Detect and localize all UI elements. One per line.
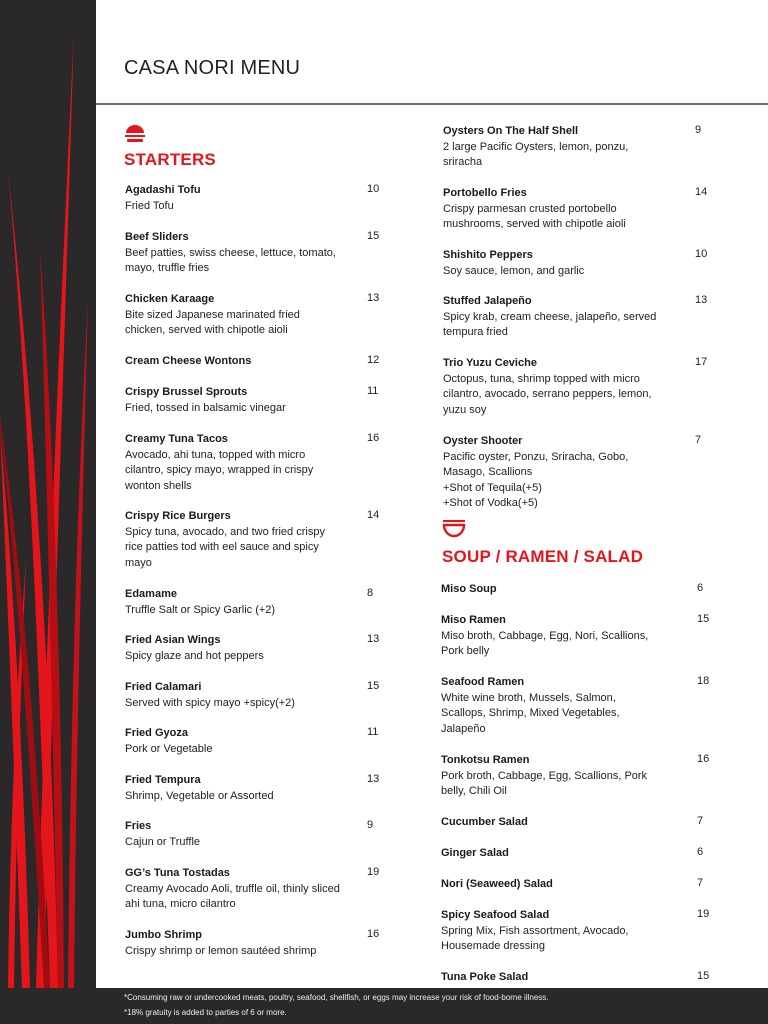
menu-item-name: Crispy Brussel Sprouts (125, 386, 248, 398)
menu-item-name: Beef Sliders (125, 231, 189, 243)
menu-item (441, 908, 703, 955)
footer-note-gratuity: *18% gratuity is added to parties of 6 or more. (124, 1008, 287, 1017)
menu-item-price: 18 (697, 675, 710, 687)
menu-item (125, 726, 387, 757)
menu-item-name: Stuffed Jalapeño (443, 295, 532, 307)
menu-item-name: Fried Asian Wings (125, 634, 221, 646)
menu-item (443, 124, 705, 171)
menu-item-price: 16 (367, 928, 380, 940)
menu-item (441, 753, 703, 800)
menu-item-price: 10 (367, 183, 380, 195)
menu-item-price: 9 (367, 819, 374, 831)
menu-item (125, 385, 387, 416)
menu-item-name: Cream Cheese Wontons (125, 355, 252, 367)
menu-item-name: Crispy Rice Burgers (125, 510, 231, 522)
menu-item-description: Soy sauce, lemon, and garlic (443, 264, 585, 277)
menu-item (125, 183, 387, 214)
footer-note-raw-food: *Consuming raw or undercooked meats, poultry, seafood, shellfish, or eggs may increase your risk of food-borne illness. (124, 993, 549, 1002)
menu-item-price: 17 (695, 356, 708, 368)
menu-title: CASA NORI MENU (124, 57, 301, 79)
menu-item (125, 432, 387, 494)
decorative-sidebar (0, 0, 96, 988)
menu-item-price: 7 (697, 815, 704, 827)
menu-item (441, 877, 703, 893)
menu-item-description: Crispy parmesan crusted portobello mushrooms, served with chipotle aioli (443, 202, 626, 230)
menu-item-name: Fried Tempura (125, 774, 201, 786)
title-divider (96, 103, 768, 105)
menu-item-price: 15 (697, 970, 710, 982)
menu-item-name: Cucumber Salad (441, 816, 528, 828)
red-grass-decoration (0, 0, 96, 988)
menu-item-description: Bite sized Japanese marinated fried chicken, served with chipotle aioli (125, 308, 300, 336)
menu-item-price: 7 (697, 877, 704, 889)
menu-item-price: 8 (367, 587, 374, 599)
menu-item-price: 19 (697, 908, 710, 920)
menu-item-name: Miso Soup (441, 583, 497, 595)
menu-item (125, 773, 387, 804)
menu-item (443, 294, 708, 341)
menu-item-price: 16 (697, 753, 710, 765)
menu-item-price: 7 (695, 434, 702, 446)
menu-item (443, 356, 708, 418)
menu-item-name: Agadashi Tofu (125, 184, 201, 196)
menu-item-price: 19 (367, 866, 380, 878)
menu-item-price: 11 (367, 726, 379, 738)
menu-item-name: Oyster Shooter (443, 435, 523, 447)
menu-item-description: Fried, tossed in balsamic vinegar (125, 401, 286, 414)
menu-item-price: 12 (367, 354, 380, 366)
menu-item-description: Spicy krab, cream cheese, jalapeño, served tempura fried (443, 310, 657, 338)
menu-item-name: Portobello Fries (443, 187, 527, 199)
menu-item-price: 14 (695, 186, 708, 198)
menu-item-description: Pork broth, Cabbage, Egg, Scallions, Pork belly, Chili Oil (441, 769, 648, 797)
menu-item-price: 6 (697, 582, 704, 594)
menu-item-price: 10 (695, 248, 708, 260)
menu-item (125, 230, 387, 277)
menu-item (125, 680, 387, 711)
menu-item-price: 13 (367, 773, 380, 785)
menu-item (443, 248, 708, 279)
menu-item-description: Miso broth, Cabbage, Egg, Nori, Scallions, Pork belly (441, 629, 649, 657)
menu-item-description: Cajun or Truffle (125, 835, 201, 848)
menu-item (125, 587, 387, 618)
menu-item (441, 675, 703, 737)
menu-item-price: 15 (367, 680, 380, 692)
menu-item-price: 14 (367, 509, 380, 521)
menu-item-description: Pacific oyster, Ponzu, Sriracha, Gobo, Masago, Scallions +Shot of Tequila(+5) +Shot of Vodka(+5) (443, 450, 629, 509)
menu-item (443, 434, 705, 512)
menu-item-name: Shishito Peppers (443, 249, 533, 261)
menu-item-price: 15 (367, 230, 380, 242)
menu-item-description: Spicy glaze and hot peppers (125, 649, 264, 662)
menu-item (125, 292, 387, 339)
menu-item-name: Ginger Salad (441, 847, 509, 859)
menu-item-description: White wine broth, Mussels, Salmon, Scallops, Shrimp, Mixed Vegetables, Jalapeño (441, 691, 620, 735)
menu-item-name: Seafood Ramen (441, 676, 525, 688)
menu-item-description: Beef patties, swiss cheese, lettuce, tomato, mayo, truffle fries (125, 246, 336, 274)
menu-item-price: 13 (367, 633, 380, 645)
menu-item-description: Avocado, ahi tuna, topped with micro cilantro, spicy mayo, wrapped in crispy wonton shells (125, 448, 314, 492)
menu-item-name: Edamame (125, 588, 177, 600)
menu-item-name: Fried Calamari (125, 681, 202, 693)
menu-item-name: Fries (125, 820, 152, 832)
menu-item-price: 6 (697, 846, 704, 858)
menu-item-price: 9 (695, 124, 702, 136)
menu-item (125, 633, 387, 664)
section-title-soup-ramen-salad: SOUP / RAMEN / SALAD (442, 547, 644, 566)
menu-item-name: Chicken Karaage (125, 293, 215, 305)
menu-item (441, 815, 703, 831)
menu-item-description: Shrimp, Vegetable or Assorted (125, 789, 274, 802)
bowl-icon (122, 124, 148, 144)
menu-item-description: Crispy shrimp or lemon sautéed shrimp (125, 944, 317, 957)
menu-item-description: Spring Mix, Fish assortment, Avocado, Housemade dressing (441, 924, 629, 952)
menu-item-description: Octopus, tuna, shrimp topped with micro cilantro, avocado, serrano peppers, lemon, yuzu soy (443, 372, 652, 416)
footer-bar (0, 988, 768, 1024)
section-title-starters: STARTERS (124, 150, 216, 169)
menu-item-name: Fried Gyoza (125, 727, 188, 739)
menu-item-description: Truffle Salt or Spicy Garlic (+2) (125, 603, 276, 616)
menu-item-price: 16 (367, 432, 380, 444)
menu-item (125, 354, 387, 370)
menu-item-description: Creamy Avocado Aoli, truffle oil, thinly sliced ahi tuna, micro cilantro (125, 882, 340, 910)
menu-item (441, 613, 703, 660)
menu-item (443, 186, 708, 233)
menu-item-price: 11 (367, 385, 379, 397)
menu-item-name: Oysters On The Half Shell (443, 125, 579, 137)
menu-item-price: 13 (367, 292, 380, 304)
menu-item-price: 13 (695, 294, 708, 306)
menu-item-description: Served with spicy mayo +spicy(+2) (125, 696, 295, 709)
menu-item-name: Tonkotsu Ramen (441, 754, 530, 766)
menu-item-name: Tuna Poke Salad (441, 971, 529, 983)
menu-item-description: Pork or Vegetable (125, 742, 213, 755)
menu-item (441, 846, 703, 862)
menu-item-name: Nori (Seaweed) Salad (441, 878, 553, 890)
menu-item-description: Spicy tuna, avocado, and two fried crispy rice patties tod with eel sauce and spicy mayo (125, 525, 325, 569)
menu-item (125, 819, 387, 850)
ramen-bowl-icon (441, 519, 467, 539)
menu-item-name: Creamy Tuna Tacos (125, 433, 228, 445)
menu-item-name: Spicy Seafood Salad (441, 909, 550, 921)
menu-item (441, 582, 703, 598)
menu-item (441, 970, 703, 986)
menu-item-name: GG’s Tuna Tostadas (125, 867, 230, 879)
menu-item (125, 509, 387, 571)
menu-item (125, 866, 387, 913)
menu-item-name: Jumbo Shrimp (125, 929, 203, 941)
menu-item-description: Fried Tofu (125, 199, 174, 212)
menu-item-description: 2 large Pacific Oysters, lemon, ponzu, sriracha (443, 140, 629, 168)
menu-item-name: Trio Yuzu Ceviche (443, 357, 537, 369)
menu-item (125, 928, 387, 959)
menu-item-price: 15 (697, 613, 710, 625)
menu-item-name: Miso Ramen (441, 614, 506, 626)
